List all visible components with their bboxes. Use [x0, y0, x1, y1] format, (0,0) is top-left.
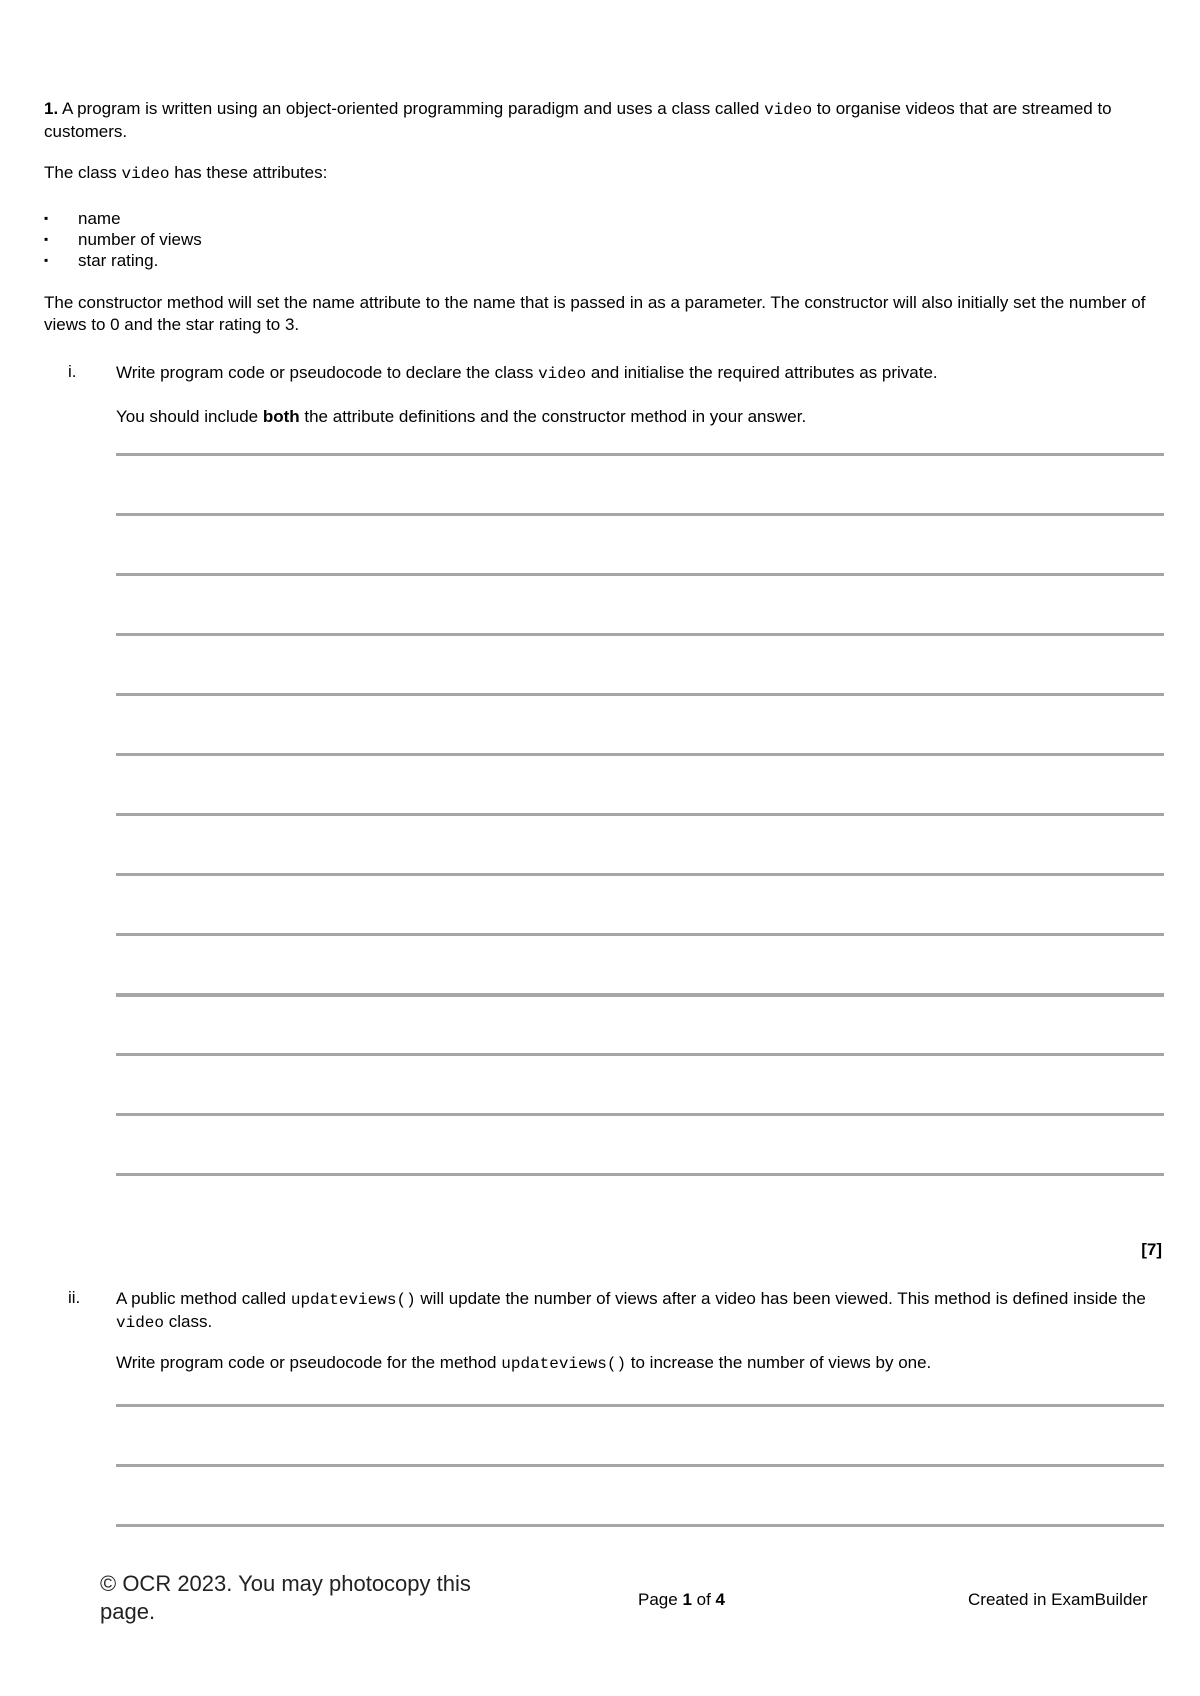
part-i-question: Write program code or pseudocode to declare the class video and initialise the required attributes as private.: [116, 363, 938, 383]
answer-line[interactable]: [116, 933, 1164, 936]
answer-line[interactable]: [116, 1173, 1164, 1176]
question-intro: 1. A program is written using an object-oriented programming paradigm and uses a class called video to organise videos that are streamed to customers.: [44, 99, 1112, 141]
bullet-icon: ▪: [44, 211, 49, 225]
attributes-heading: The class video has these attributes:: [44, 163, 328, 183]
answer-line[interactable]: [116, 873, 1164, 876]
part-ii-instruction: Write program code or pseudocode for the method updateviews() to increase the number of views by one.: [116, 1353, 932, 1373]
question-number: 1.: [44, 99, 59, 118]
list-item: ▪ star rating.: [44, 251, 159, 270]
answer-line[interactable]: [116, 1053, 1164, 1056]
answer-line[interactable]: [116, 993, 1164, 997]
list-item: ▪ name: [44, 209, 121, 228]
answer-line[interactable]: [116, 693, 1164, 696]
answer-line[interactable]: [116, 1524, 1164, 1527]
constructor-description: The constructor method will set the name attribute to the name that is passed in as a parameter. The constructor will also initially set the number of views to 0 and the star rating to 3.: [44, 293, 1146, 334]
bullet-icon: ▪: [44, 253, 49, 267]
answer-line[interactable]: [116, 633, 1164, 636]
answer-line[interactable]: [116, 573, 1164, 576]
list-item: ▪ number of views: [44, 230, 202, 249]
part-i-label: i.: [68, 362, 77, 381]
answer-line[interactable]: [116, 813, 1164, 816]
footer-copyright: © OCR 2023. You may photocopy this page.: [100, 1571, 471, 1624]
part-ii-question: A public method called updateviews() will update the number of views after a video has been viewed. This method is defined inside the video class.: [116, 1289, 1146, 1332]
footer-page-number: Page 1 of 4: [638, 1590, 725, 1609]
part-ii-label: ii.: [68, 1288, 81, 1307]
class-name-code: video: [764, 101, 813, 119]
answer-line[interactable]: [116, 513, 1164, 516]
answer-line[interactable]: [116, 1113, 1164, 1116]
part-i-note: You should include both the attribute definitions and the constructor method in your answer.: [116, 407, 807, 426]
answer-line[interactable]: [116, 1464, 1164, 1467]
footer-created-in: Created in ExamBuilder: [968, 1590, 1148, 1609]
method-name-code: updateviews(): [290, 1291, 416, 1309]
bullet-icon: ▪: [44, 232, 49, 246]
answer-line[interactable]: [116, 753, 1164, 756]
answer-line[interactable]: [116, 453, 1164, 456]
answer-line[interactable]: [116, 1404, 1164, 1407]
attributes-list: [44, 208, 202, 271]
part-i-marks: [7]: [1141, 1240, 1162, 1259]
